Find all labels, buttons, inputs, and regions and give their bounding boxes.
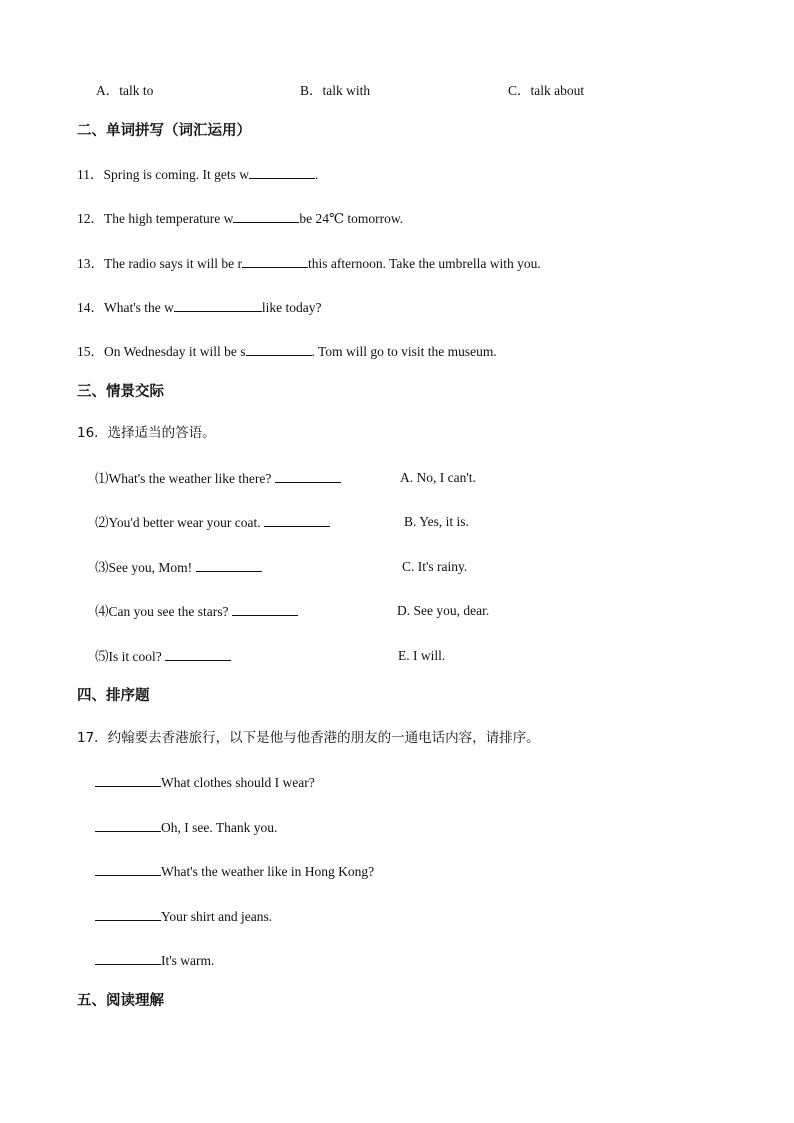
answer-blank[interactable]: [264, 513, 330, 527]
dialog-question-1: [95, 469, 341, 488]
question-text: The high temperature w: [104, 211, 234, 226]
question-text: The radio says it will be r: [104, 256, 242, 271]
question-text-after: be 24℃ tomorrow.: [299, 211, 404, 226]
section-2-title: 二、单词拼写（词汇运用）: [77, 123, 251, 139]
order-item-1: [95, 773, 315, 792]
order-item-text: Oh, I see. Thank you.: [161, 820, 278, 835]
dialog-question-text: ⑸Is it cool?: [95, 649, 162, 664]
answer-blank[interactable]: [232, 602, 298, 616]
dialog-question-text: ⑵You'd better wear your coat.: [95, 515, 261, 530]
answer-blank[interactable]: [165, 647, 231, 661]
question-text: Spring is coming. It gets w: [103, 167, 249, 182]
question-17-prompt: 17．约翰要去香港旅行，以下是他与他香港的朋友的一通电话内容，请排序。: [77, 730, 540, 746]
order-blank[interactable]: [95, 951, 161, 965]
question-text: What's the w: [104, 300, 174, 315]
question-text-after: .: [315, 167, 319, 182]
section-3-title: 三、情景交际: [77, 384, 164, 400]
section-4-title: 四、排序题: [77, 688, 150, 704]
question-number: 11．: [77, 167, 104, 182]
dialog-question-4: [95, 602, 298, 621]
question-text-after: . Tom will go to visit the museum.: [311, 344, 497, 359]
dialog-answer-b: B. Yes, it is.: [404, 514, 469, 529]
dialog-answer-d: D. See you, dear.: [397, 603, 490, 618]
dialog-question-text: ⑶See you, Mom!: [95, 560, 193, 575]
dialog-question-text: ⑷Can you see the stars?: [95, 604, 229, 619]
question-text-after: like today?: [261, 300, 322, 315]
answer-blank[interactable]: [233, 209, 299, 223]
question-number: 15．: [77, 344, 104, 359]
answer-blank[interactable]: [246, 342, 312, 356]
section-5-title: 五、阅读理解: [77, 993, 164, 1009]
order-item-text: What clothes should I wear?: [161, 775, 315, 790]
answer-blank[interactable]: [242, 254, 308, 268]
order-item-text: What's the weather like in Hong Kong?: [161, 864, 375, 879]
order-item-2: [95, 818, 277, 837]
question-text: On Wednesday it will be s: [104, 344, 246, 359]
question-number: 13．: [77, 256, 104, 271]
order-blank[interactable]: [95, 862, 161, 876]
order-item-3: [95, 862, 374, 881]
question-number: 14．: [77, 300, 104, 315]
dialog-answer-a: A. No, I can't.: [400, 470, 476, 485]
order-blank[interactable]: [95, 818, 161, 832]
question-number: 12．: [77, 211, 104, 226]
order-blank[interactable]: [95, 773, 161, 787]
dialog-question-text: ⑴What's the weather like there?: [95, 471, 272, 486]
dialog-answer-c: C. It's rainy.: [402, 559, 468, 574]
answer-blank[interactable]: [249, 165, 315, 179]
question-16-prompt: 16．选择适当的答语。: [77, 425, 216, 441]
question-text-after: this afternoon. Take the umbrella with you.: [307, 256, 541, 271]
order-item-text: It's warm.: [161, 953, 215, 968]
question-12: [77, 209, 403, 228]
option-b: B．talk with: [300, 83, 371, 98]
question-14: [77, 298, 322, 317]
dialog-question-2: [95, 513, 330, 532]
order-item-text: Your shirt and jeans.: [161, 909, 273, 924]
question-13: [77, 254, 541, 273]
dialog-question-3: [95, 558, 262, 577]
answer-blank[interactable]: [275, 469, 341, 483]
option-c: C．talk about: [508, 83, 585, 98]
order-item-4: [95, 907, 272, 926]
dialog-answer-e: E. I will.: [398, 648, 446, 663]
question-15: [77, 342, 497, 361]
order-item-5: [95, 951, 214, 970]
order-blank[interactable]: [95, 907, 161, 921]
option-a: A．talk to: [96, 83, 154, 98]
question-11: [77, 165, 318, 184]
dialog-question-5: [95, 647, 231, 666]
answer-blank[interactable]: [174, 298, 262, 312]
answer-blank[interactable]: [196, 558, 262, 572]
